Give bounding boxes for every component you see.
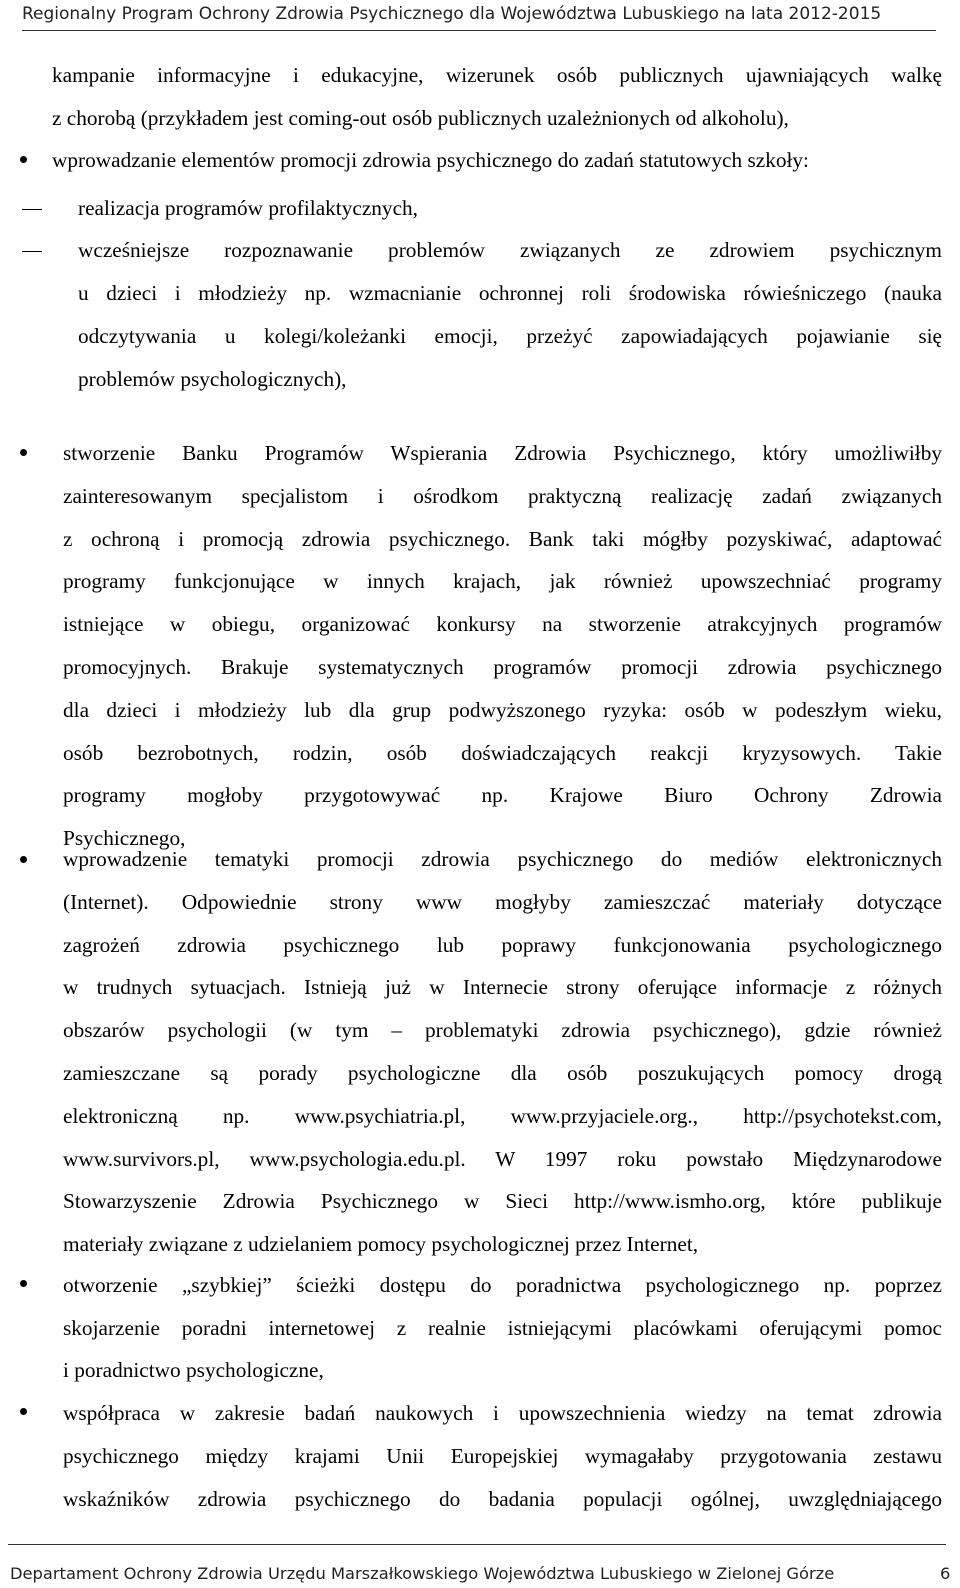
text-line: psychicznego między krajami Unii Europejskiej wymagałaby przygotowania zestawu [63,1444,942,1468]
header-title: Regionalny Program Ochrony Zdrowia Psychicznego dla Województwa Lubuskiego na lata 2012-2015 [22,4,882,24]
bullet-icon [20,449,27,456]
text-line: u dzieci i młodzieży np. wzmacnianie ochronnej roli środowiska rówieśniczego (nauka [78,281,942,305]
footer-rule [8,1544,946,1545]
text-line: odczytywania u kolegi/koleżanki emocji, przeżyć zapowiadających pojawianie się [78,324,942,348]
text-line: obszarów psychologii (w tym – problematyki zdrowia psychicznego), gdzie również [63,1018,942,1042]
text-line: Psychicznego, [63,826,186,850]
footer-text: Departament Ochrony Zdrowia Urzędu Marszałkowskiego Województwa Lubuskiego w Zielonej Górze [10,1564,835,1583]
text-line: otworzenie „szybkiej” ścieżki dostępu do poradnictwa psychologicznego np. poprzez [63,1273,942,1297]
text-line: materiały związane z udzielaniem pomocy psychologicznej przez Internet, [63,1232,699,1256]
text-line: (Internet). Odpowiednie strony www mogłyby zamieszczać materiały dotyczące [63,890,942,914]
text-line: w trudnych sytuacjach. Istnieją już w Internecie strony oferujące informacje z różnych [63,975,942,999]
bullet-icon [20,156,27,163]
page-footer [0,1540,960,1588]
bullet-icon [20,1280,27,1287]
text-line: współpraca w zakresie badań naukowych i upowszechnienia wiedzy na temat zdrowia [63,1401,942,1425]
text-line: zainteresowanym specjalistom i ośrodkom praktyczną realizację zadań związanych [63,484,942,508]
text-line: wprowadzenie tematyki promocji zdrowia psychicznego do mediów elektronicznych [63,847,942,871]
bullet-icon [20,856,27,863]
text-line: programy mogłoby przygotowywać np. Krajowe Biuro Ochrony Zdrowia [63,783,942,807]
text-line: zagrożeń zdrowia psychicznego lub poprawy funkcjonowania psychologicznego [63,933,942,957]
text-line: elektroniczną np. www.psychiatria.pl, www.przyjaciele.org., http://psychotekst.com, [63,1104,942,1128]
header-rule [22,30,936,31]
text-line: promocyjnych. Brakuje systematycznych programów promocji zdrowia psychicznego [63,655,942,679]
page-number: 6 [940,1564,951,1583]
text-line: dla dzieci i młodzieży lub dla grup podwyższonego ryzyka: osób w podeszłym wieku, [63,698,942,722]
text-line: www.survivors.pl, www.psychologia.edu.pl. W 1997 roku powstało Międzynarodowe [63,1147,942,1171]
text-line: z chorobą (przykładem jest coming-out osób publicznych uzależnionych od alkoholu), [52,106,789,130]
text-line: zamieszczane są porady psychologiczne dla osób poszukujących pomocy drogą [63,1061,942,1085]
text-line: i poradnictwo psychologiczne, [63,1358,324,1382]
text-line: wprowadzanie elementów promocji zdrowia psychicznego do zadań statutowych szkoły: [52,148,809,172]
text-line: istniejące w obiegu, organizować konkursy na stworzenie atrakcyjnych programów [63,612,942,636]
text-line: realizacja programów profilaktycznych, [78,196,418,220]
dash-icon [22,251,42,252]
text-line: programy funkcjonujące w innych krajach, jak również upowszechniać programy [63,569,942,593]
text-line: Stowarzyszenie Zdrowia Psychicznego w Sieci http://www.ismho.org, które publikuje [63,1189,942,1213]
bullet-icon [20,1408,27,1415]
text-line: skojarzenie poradni internetowej z realnie istniejącymi placówkami oferującymi pomoc [63,1316,942,1340]
text-line: z ochroną i promocją zdrowia psychicznego. Bank taki mógłby pozyskiwać, adaptować [63,527,942,551]
text-line: kampanie informacyjne i edukacyjne, wizerunek osób publicznych ujawniających walkę [52,63,942,87]
text-line: stworzenie Banku Programów Wspierania Zdrowia Psychicznego, który umożliwiłby [63,441,942,465]
text-line: wskaźników zdrowia psychicznego do badania populacji ogólnej, uwzględniającego [63,1487,942,1511]
text-line: osób bezrobotnych, rodzin, osób doświadczających reakcji kryzysowych. Takie [63,741,942,765]
dash-icon [22,209,42,210]
text-line: wcześniejsze rozpoznawanie problemów związanych ze zdrowiem psychicznym [78,238,942,262]
text-line: problemów psychologicznych), [78,367,347,391]
page-header [0,0,960,30]
